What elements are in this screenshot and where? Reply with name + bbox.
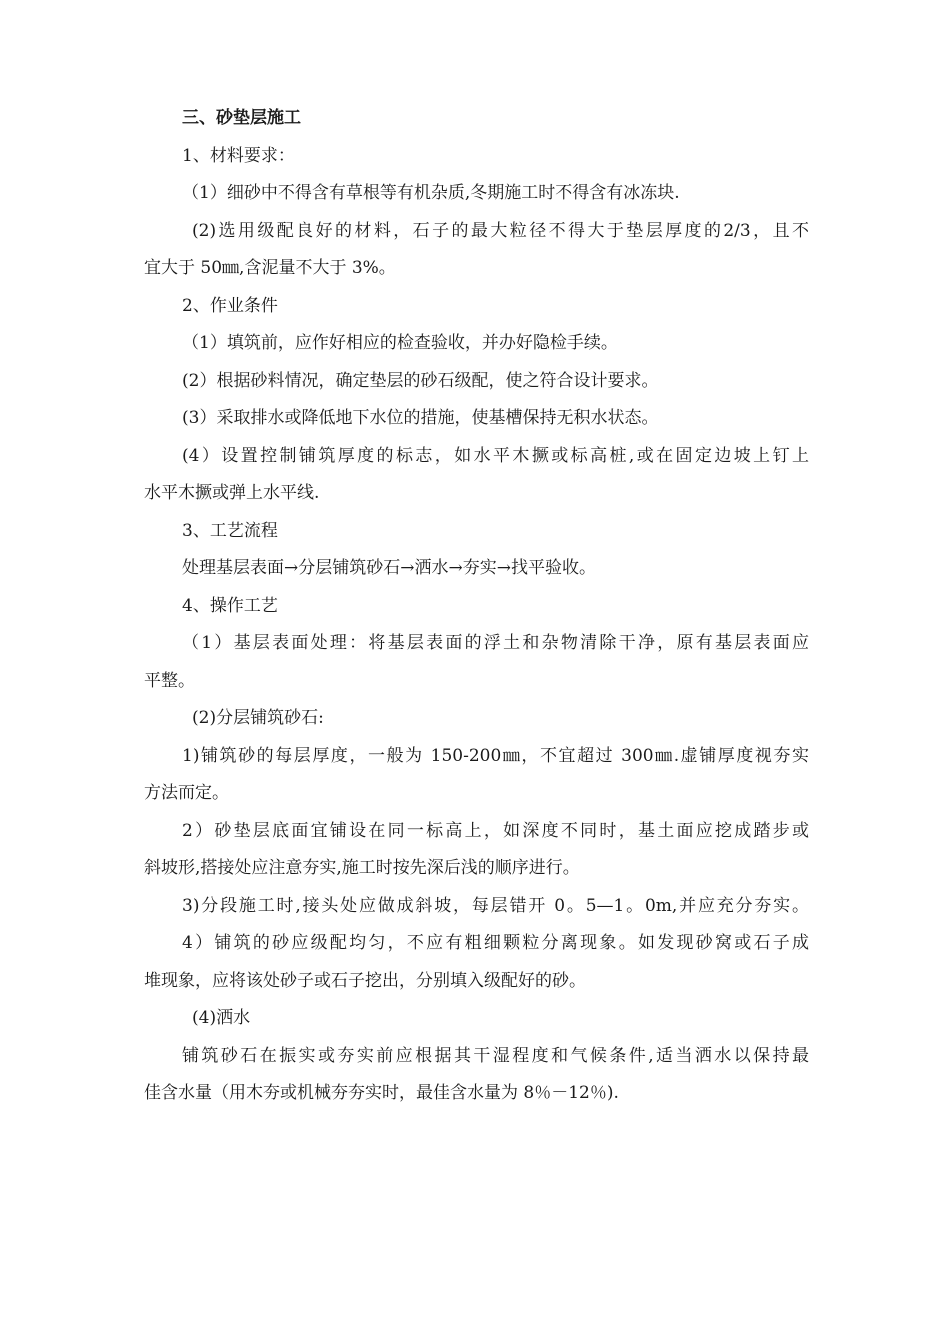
text-line: 宜大于 50㎜,含泥量不大于 3%。 <box>144 258 396 278</box>
text-line: (2)选用级配良好的材料，石子的最大粒径不得大于垫层厚度的2/3，且不 <box>192 220 809 241</box>
text-line: 1、材料要求： <box>182 145 295 166</box>
text-line: (2）根据砂料情况，确定垫层的砂石级配，使之符合设计要求。 <box>182 370 659 391</box>
text-line: 方法而定。 <box>144 783 229 803</box>
text-line: 2）砂垫层底面宜铺设在同一标高上，如深度不同时，基土面应挖成踏步或 <box>182 820 809 841</box>
section-heading: 三、砂垫层施工 <box>182 108 301 128</box>
text-line: （1）基层表面处理：将基层表面的浮土和杂物清除干净，原有基层表面应 <box>182 633 809 653</box>
text-line: 水平木撅或弹上水平线. <box>144 483 320 503</box>
text-line: 铺筑砂石在振实或夯实前应根据其干湿程度和气候条件,适当洒水以保持最 <box>182 1045 809 1066</box>
text-line: (3）采取排水或降低地下水位的措施，使基槽保持无积水状态。 <box>182 408 659 428</box>
text-line: 3)分段施工时,接头处应做成斜坡，每层错开 0。5—1。0m,并应充分夯实。 <box>182 895 809 916</box>
text-line: （1）填筑前，应作好相应的检查验收，并办好隐检手续。 <box>182 333 618 353</box>
text-line: 堆现象，应将该处砂子或石子挖出，分别填入级配好的砂。 <box>144 970 586 991</box>
text-line: （1）细砂中不得含有草根等有机杂质,冬期施工时不得含有冰冻块. <box>182 183 680 203</box>
text-line: 处理基层表面→分层铺筑砂石→洒水→夯实→找平验收。 <box>182 558 596 578</box>
text-line: 4）铺筑的砂应级配均匀，不应有粗细颗粒分离现象。如发现砂窝或石子成 <box>182 933 809 953</box>
text-line: 4、操作工艺 <box>182 595 278 616</box>
text-line: 2、作业条件 <box>182 295 278 316</box>
text-line: 斜坡形,搭接处应注意夯实,施工时按先深后浅的顺序进行。 <box>144 858 580 878</box>
text-line: 1)铺筑砂的每层厚度，一般为 150-200㎜，不宜超过 300㎜.虚铺厚度视夯实 <box>182 745 809 766</box>
text-line: (2)分层铺筑砂石: <box>192 708 324 728</box>
text-line: 平整。 <box>144 670 195 691</box>
text-line: 佳含水量（用木夯或机械夯夯实时，最佳含水量为 8％－12％). <box>144 1083 619 1103</box>
document-body <box>144 100 809 1113</box>
text-line: (4）设置控制铺筑厚度的标志，如水平木撅或标高桩,或在固定边坡上钉上 <box>182 445 809 466</box>
text-line: (4)洒水 <box>192 1008 251 1028</box>
text-line: 3、工艺流程 <box>182 520 278 541</box>
